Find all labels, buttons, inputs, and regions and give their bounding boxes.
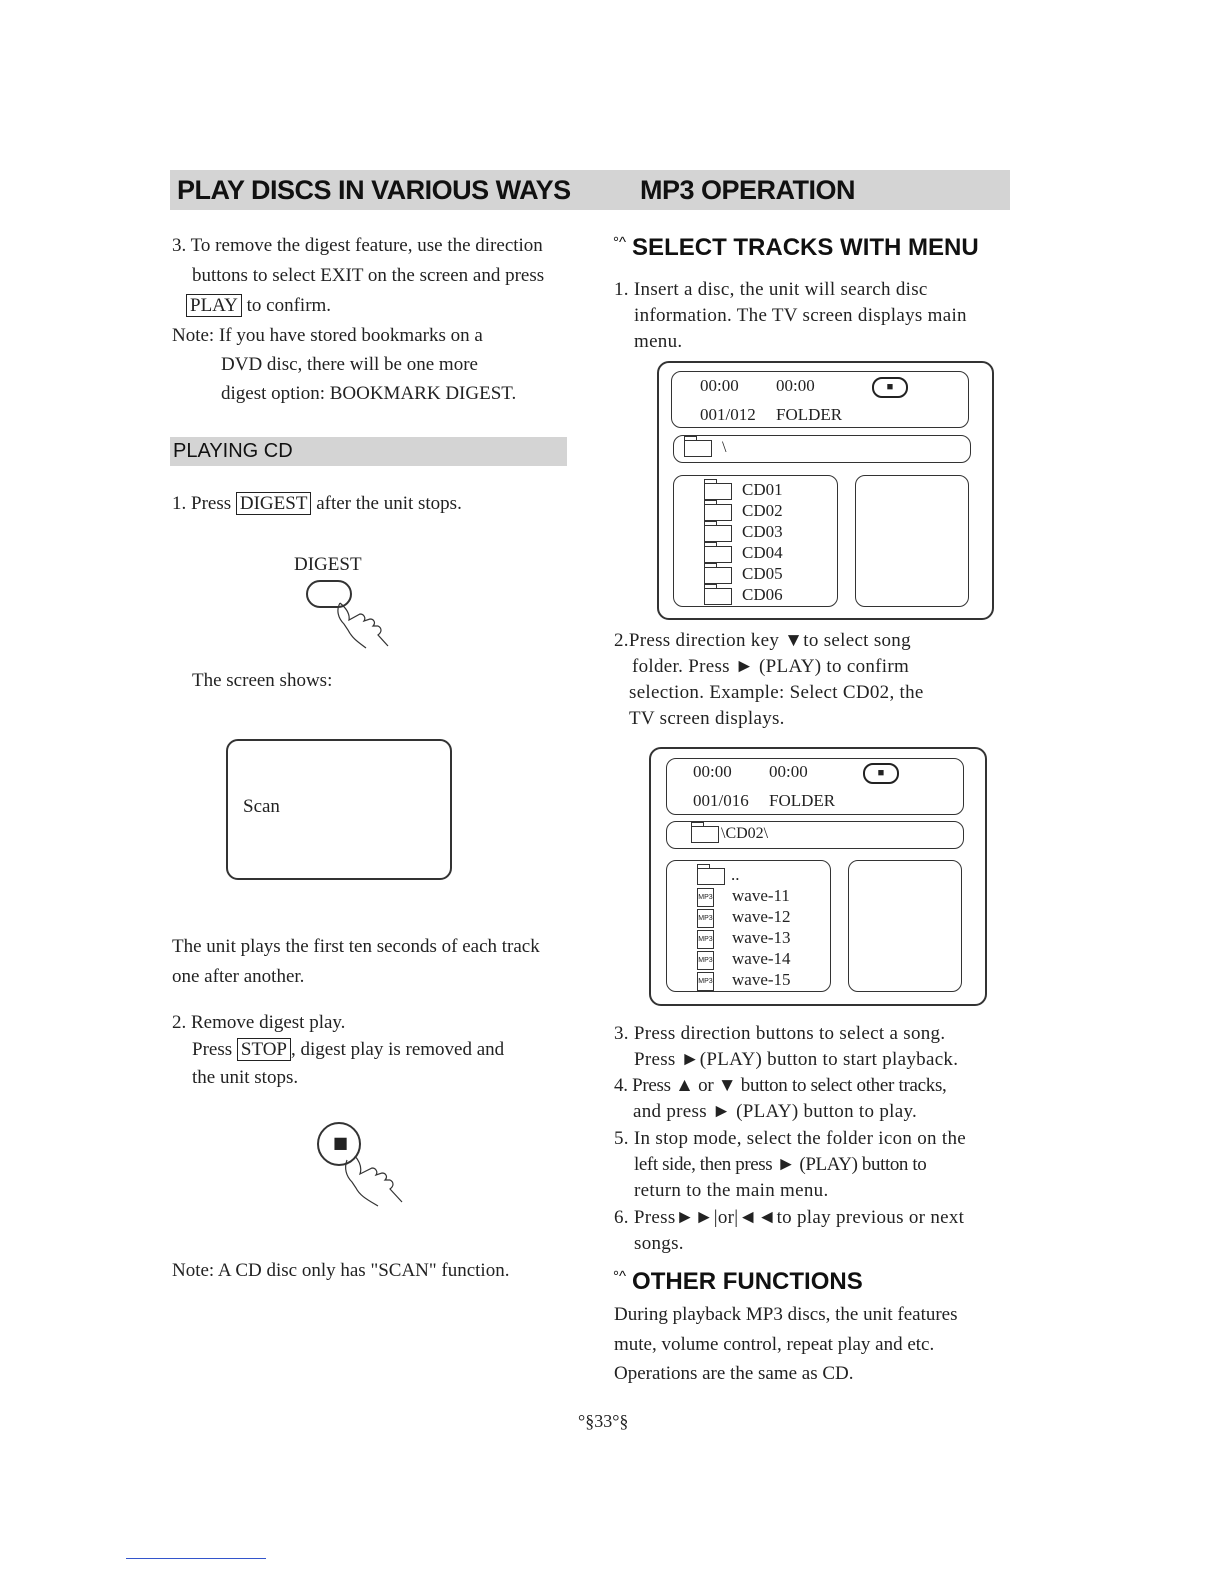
list-item[interactable]: CD01 xyxy=(704,479,783,500)
folder-icon xyxy=(704,546,732,563)
stop-status-icon: ■ xyxy=(872,377,908,398)
time-total: 00:00 xyxy=(776,376,815,395)
section2-title: OTHER FUNCTIONS xyxy=(632,1268,863,1295)
right-step5-line2: left side, then press ► (PLAY) button to xyxy=(634,1154,927,1175)
list-item[interactable]: MP3 wave-12 xyxy=(698,907,791,926)
right-step2-line3: selection. Example: Select CD02, the xyxy=(629,682,924,703)
folder-icon xyxy=(704,483,732,500)
path-text: \ xyxy=(722,439,727,456)
path-bar xyxy=(666,821,964,849)
select-tracks-heading xyxy=(613,234,979,262)
preview-panel xyxy=(855,475,969,607)
stop-press-illustration xyxy=(312,1120,412,1216)
digest-press-illustration xyxy=(300,578,400,658)
step3-confirm-text: to confirm. xyxy=(246,295,332,316)
list-item[interactable]: CD06 xyxy=(704,584,783,605)
right-step2-line4: TV screen displays. xyxy=(629,708,785,729)
path-text: \CD02\ xyxy=(721,825,769,842)
left-step2-line2 xyxy=(192,1035,504,1064)
digest-button-label: DIGEST xyxy=(294,554,362,575)
right-step1-line2: information. The TV screen displays main xyxy=(634,305,967,326)
folder-icon xyxy=(704,525,732,542)
other-line3: Operations are the same as CD. xyxy=(614,1363,854,1384)
track-counter: 001/012 xyxy=(700,405,756,424)
folder-icon xyxy=(704,504,732,521)
path-bar xyxy=(673,435,971,463)
other-line1: During playback MP3 discs, the unit features xyxy=(614,1304,958,1325)
parent-folder-item[interactable]: .. xyxy=(697,864,791,885)
folder-icon xyxy=(704,588,732,605)
path-row xyxy=(691,825,768,843)
scan-screen xyxy=(226,739,452,880)
list-item[interactable]: MP3 wave-15 xyxy=(698,970,791,989)
stop-key-label: STOP xyxy=(237,1038,291,1061)
track-counter: 001/016 xyxy=(693,791,749,810)
list-item[interactable]: MP3 wave-14 xyxy=(698,949,791,968)
path-row xyxy=(684,439,726,457)
other-functions-heading xyxy=(613,1268,863,1296)
folder-icon xyxy=(684,440,712,457)
list-item[interactable]: MP3 wave-11 xyxy=(698,886,790,905)
stop-symbol: ■ xyxy=(333,1133,349,1152)
tv-screen-cd02 xyxy=(649,747,987,1006)
time-elapsed: 00:00 xyxy=(693,762,732,781)
play-key-label: PLAY xyxy=(186,294,242,317)
left-step2-line1: 2. Remove digest play. xyxy=(172,1012,346,1033)
right-step2-line2: folder. Press ► (PLAY) to confirm xyxy=(632,656,910,677)
step2-pre: Press xyxy=(192,1039,233,1060)
left-page-title: PLAY DISCS IN VARIOUS WAYS xyxy=(177,175,571,205)
list-item[interactable]: CD04 xyxy=(704,542,783,563)
note2: Note: A CD disc only has "SCAN" function. xyxy=(172,1260,510,1281)
left-step3-line1: 3. To remove the digest feature, use the direction xyxy=(172,235,543,256)
right-step5-line1: 5. In stop mode, select the folder icon on the xyxy=(614,1128,967,1149)
list-item[interactable]: MP3 wave-13 xyxy=(698,928,791,947)
mp3-file-icon: MP3 xyxy=(697,888,714,907)
type-label: FOLDER xyxy=(769,791,836,810)
mp3-file-icon: MP3 xyxy=(697,951,714,970)
song-list xyxy=(666,860,831,992)
left-step2-line3: the unit stops. xyxy=(192,1067,299,1088)
right-step5-line3: return to the main menu. xyxy=(634,1180,829,1201)
right-step4-line2: and press ► (PLAY) button to play. xyxy=(633,1101,918,1122)
preview-panel xyxy=(848,860,962,992)
bottom-rule xyxy=(126,1558,266,1559)
folder-icon xyxy=(697,868,725,885)
stop-status-icon: ■ xyxy=(863,763,899,784)
status-panel xyxy=(666,758,964,815)
note1-line1: Note: If you have stored bookmarks on a xyxy=(172,325,483,346)
mp3-file-icon: MP3 xyxy=(697,909,714,928)
section1-title: SELECT TRACKS WITH MENU xyxy=(632,234,979,261)
right-step1-line3: menu. xyxy=(634,331,683,352)
folder-icon xyxy=(691,826,719,843)
digest-button-icon xyxy=(307,581,351,607)
step1-pre: 1. Press xyxy=(172,493,232,514)
mp3-file-icon: MP3 xyxy=(697,972,714,991)
tv-screen-main-menu xyxy=(657,361,994,620)
folder-list xyxy=(673,475,838,607)
step1-post: after the unit stops. xyxy=(316,493,462,514)
plays-line2: one after another. xyxy=(172,966,305,987)
plays-line1: The unit plays the first ten seconds of each track xyxy=(172,936,540,957)
scan-text: Scan xyxy=(243,796,280,817)
note1-line2: DVD disc, there will be one more xyxy=(221,354,478,375)
right-page-title: MP3 OPERATION xyxy=(640,175,856,205)
folder-list-items xyxy=(704,479,783,605)
right-step3-line2: Press ►(PLAY) button to start playback. xyxy=(634,1049,959,1070)
hand-icon xyxy=(340,603,388,646)
step2-post: , digest play is removed and xyxy=(291,1039,505,1060)
section1-marker: °^ xyxy=(613,234,627,251)
list-item[interactable]: CD02 xyxy=(704,500,783,521)
playing-cd-heading: PLAYING CD xyxy=(173,440,293,462)
list-item[interactable]: CD05 xyxy=(704,563,783,584)
folder-icon xyxy=(704,567,732,584)
right-step6-line2: songs. xyxy=(634,1233,684,1254)
right-step3-line1: 3. Press direction buttons to select a song. xyxy=(614,1023,946,1044)
section2-marker: °^ xyxy=(613,1268,627,1285)
screen-shows-text: The screen shows: xyxy=(192,670,333,691)
right-step6-line1: 6. Press►►|or|◄◄to play previous or next xyxy=(614,1207,965,1228)
note1-line3: digest option: BOOKMARK DIGEST. xyxy=(221,383,517,404)
song-list-items xyxy=(697,864,791,990)
digest-key-label: DIGEST xyxy=(236,492,312,515)
mp3-file-icon: MP3 xyxy=(697,930,714,949)
type-label: FOLDER xyxy=(776,405,843,424)
right-step1-line1: 1. Insert a disc, the unit will search disc xyxy=(614,279,928,300)
other-line2: mute, volume control, repeat play and etc. xyxy=(614,1334,935,1355)
left-step3-line2: buttons to select EXIT on the screen and press xyxy=(192,265,545,286)
list-item[interactable]: CD03 xyxy=(704,521,783,542)
left-step3-line3 xyxy=(186,291,331,320)
time-elapsed: 00:00 xyxy=(700,376,739,395)
left-step1 xyxy=(172,489,462,518)
status-panel xyxy=(671,371,969,428)
time-total: 00:00 xyxy=(769,762,808,781)
right-step4-line1: 4. Press ▲ or ▼ button to select other tracks, xyxy=(614,1075,947,1096)
page-number: °§33°§ xyxy=(578,1411,629,1431)
right-step2-line1: 2.Press direction key ▼to select song xyxy=(614,630,911,651)
